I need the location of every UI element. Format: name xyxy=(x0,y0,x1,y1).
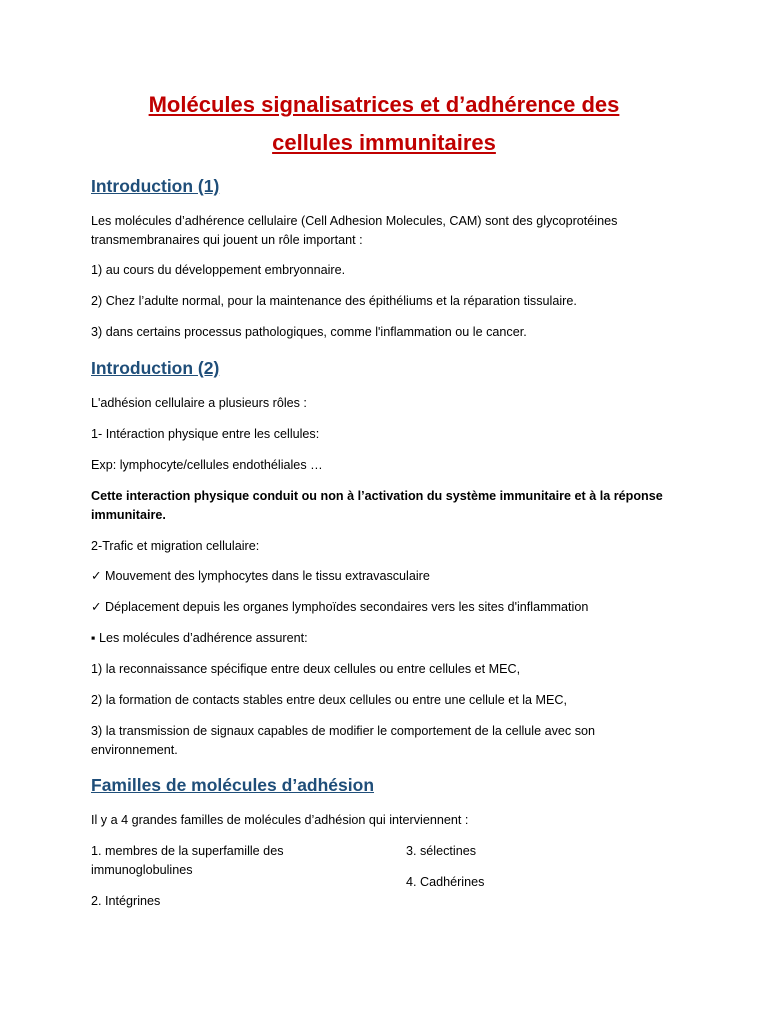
intro2-paragraph-1: L'adhésion cellulaire a plusieurs rôles : xyxy=(91,396,307,410)
title-line-1: Molécules signalisatrices et d’adhérence des xyxy=(148,92,620,117)
famille-item-2: 2. Intégrines xyxy=(91,894,161,908)
intro2-bullet-item: ▪ Les molécules d’adhérence assurent: xyxy=(91,631,308,645)
intro1-paragraph: Les molécules d’adhérence cellulaire (Cell Adhesion Molecules, CAM) sont des glycoprotéines transmembranaires qui jouent un rôle important : xyxy=(91,214,618,247)
intro2-paragraph-4: 2-Trafic et migration cellulaire: xyxy=(91,539,260,553)
intro2-role-3: 3) la transmission de signaux capables de modifier le comportement de la cellule avec son environnement. xyxy=(91,724,596,757)
heading-familles: Familles de molécules d’adhésion xyxy=(91,775,375,795)
familles-paragraph: Il y a 4 grandes familles de molécules d’adhésion qui interviennent : xyxy=(91,813,469,827)
famille-item-4: 4. Cadhérines xyxy=(406,875,485,889)
document-title xyxy=(80,86,688,162)
intro1-item-2: 2) Chez l’adulte normal, pour la maintenance des épithéliums et la réparation tissulaire. xyxy=(91,294,577,308)
title-line-2: cellules immunitaires xyxy=(272,130,496,155)
famille-item-3: 3. sélectines xyxy=(406,844,477,858)
intro2-bold-paragraph: Cette interaction physique conduit ou non à l’activation du système immunitaire et à la réponse immunitaire. xyxy=(91,489,663,522)
intro2-paragraph-2: 1- Intéraction physique entre les cellules: xyxy=(91,427,320,441)
intro2-check-item-1: ✓ Mouvement des lymphocytes dans le tissu extravasculaire xyxy=(91,569,430,583)
heading-introduction-2: Introduction (2) xyxy=(91,358,220,378)
intro1-item-3: 3) dans certains processus pathologiques, comme l'inflammation ou le cancer. xyxy=(91,325,527,339)
intro2-role-1: 1) la reconnaissance spécifique entre deux cellules ou entre cellules et MEC, xyxy=(91,662,521,676)
heading-introduction-1: Introduction (1) xyxy=(91,176,220,196)
intro2-role-2: 2) la formation de contacts stables entre deux cellules ou entre une cellule et la MEC, xyxy=(91,693,568,707)
intro2-paragraph-3: Exp: lymphocyte/cellules endothéliales … xyxy=(91,458,323,472)
intro2-check-item-2: ✓ Déplacement depuis les organes lymphoïdes secondaires vers les sites d'inflammation xyxy=(91,600,589,614)
famille-item-1: 1. membres de la superfamille des immunoglobulines xyxy=(91,844,284,877)
intro1-item-1: 1) au cours du développement embryonnaire. xyxy=(91,263,346,277)
